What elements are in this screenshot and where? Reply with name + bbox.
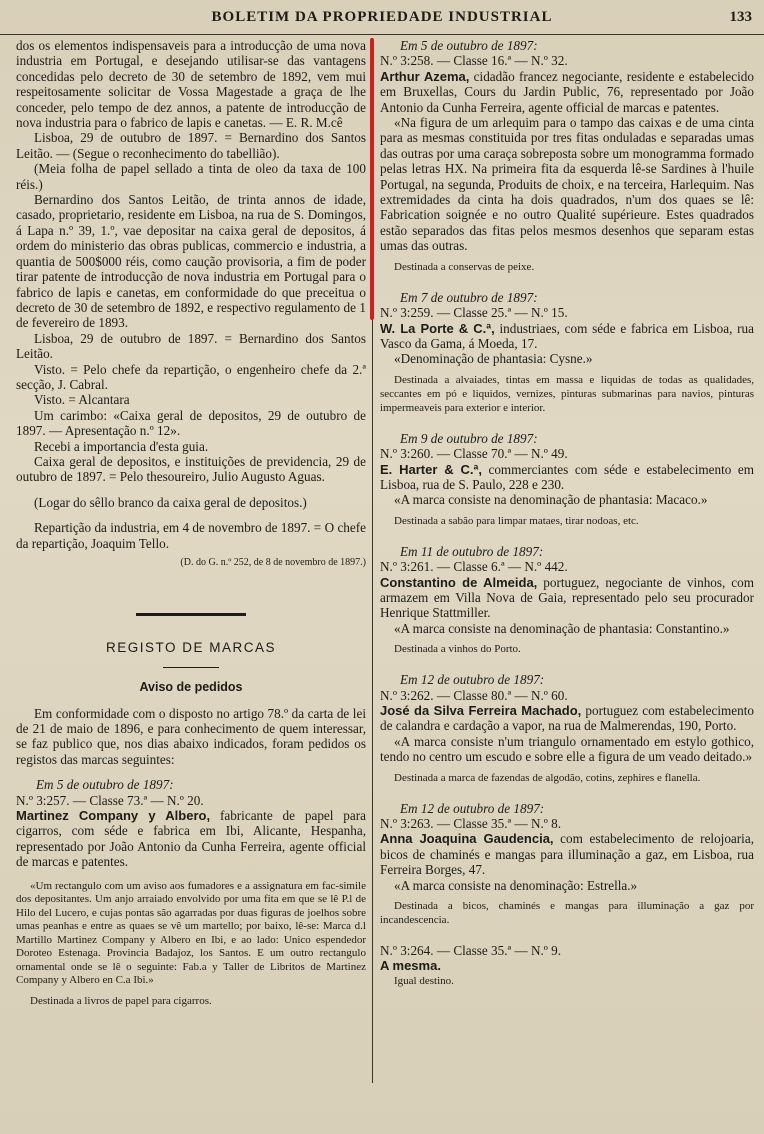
- entry-date: Em 12 de outubro de 1897:: [400, 672, 545, 688]
- left-column: [16, 38, 366, 1008]
- entry-mark-description: «A marca consiste n'um triangulo ornamentado em estylo gothico, tendo no centro um escudo e sobre elle a figura de um veado deitado.»: [380, 733, 754, 765]
- entry-applicant: [16, 808, 366, 870]
- entry-applicant: [380, 321, 754, 352]
- entry-applicant: [380, 69, 754, 115]
- entry-mark-description: «A marca consiste na denominação de phantasia: Macaco.»: [394, 492, 708, 508]
- subsection-title: Aviso de pedidos: [139, 680, 243, 695]
- entry-mark-description: «Denominação de phantasia: Cysne.»: [394, 351, 593, 367]
- entry-registration: N.º 3:258. — Classe 16.ª — N.º 32.: [380, 53, 568, 69]
- entry-destination: Destinada a bicos, chaminés e mangas para illuminação a gaz por incandescencia.: [380, 900, 754, 927]
- entry-mark-description: «Na figura de um arlequim para o tampo das caixas e de uma cinta para as mesmas constituida por tres fitas onduladas e separadas umas das outras por uma caraça sobreposta sobre um monogramma formado pelas letras HX. Na primeira fita da esquerda lê-se Sardines à l'huile Portugal, na segunda, Produits de choix, e na terceira, Harlequim. Nas extremidades da cinta ha dois quadrados, n'um dos quaes se lê: Fabrication soignée e no outro Qualité supérieure. Estes quadrados estão separados das fitas pelos mesmos desenhos que separam estas umas das outras.: [380, 115, 754, 254]
- paragraph: (Logar do sêllo branco da caixa geral de depositos.): [34, 494, 307, 510]
- applicant-description: portuguez com estabelecimento de calandra e cardação a vapor, na rua de Malmerendas, 190, Porto.: [380, 703, 754, 734]
- applicant-name: Martinez Company y Albero,: [16, 808, 211, 824]
- entry-destination: Destinada a vinhos do Porto.: [394, 643, 521, 656]
- entry-registration: N.º 3:257. — Classe 73.ª — N.º 20.: [16, 792, 204, 808]
- page-title: BOLETIM DA PROPRIEDADE INDUSTRIAL: [211, 9, 553, 25]
- entry-mark-description: «A marca consiste na denominação de phantasia: Constantino.»: [394, 620, 730, 636]
- entry-registration: N.º 3:259. — Classe 25.ª — N.º 15.: [380, 305, 568, 321]
- entry-date: Em 5 de outubro de 1897:: [36, 777, 174, 793]
- trademark-entry: [380, 801, 754, 927]
- trademark-entry: [380, 38, 754, 274]
- entry-date: Em 7 de outubro de 1897:: [400, 289, 538, 305]
- applicant-description: portuguez, negociante de vinhos, com armazem em Villa Nova de Gaia, representado pelo seu procurador Henrique Stattmiller.: [380, 574, 755, 621]
- entry-applicant: [380, 958, 754, 973]
- entry-applicant: [380, 831, 754, 877]
- paragraph: Um carimbo: «Caixa geral de depositos, 29 de outubro de 1897. — Apresentação n.º 12».: [16, 407, 366, 439]
- trademark-entry: [380, 943, 754, 988]
- entry-registration: N.º 3:263. — Classe 35.ª — N.º 8.: [380, 816, 562, 832]
- paragraph: Bernardino dos Santos Leitão, de trinta annos de idade, casado, proprietario, residente em Lisboa, na rua de S. Domingos, á Lapa n.º 39, 1.º, vae depositar na caixa geral de depositos, á ordem do ministerio das obras publicas, commercio e industria, a quantia de 500$000 réis, como caução provisoria, a fim de poder tirar patente de introducção de nova industria em Portugal para o fabrico de lapis e canetas, em conformidade do que preceitua o decreto de 30 de setembro de 1892, e respectivo regulamento de 1 de fevereiro de 1893.: [16, 192, 366, 331]
- applicant-name: José da Silva Ferreira Machado,: [380, 703, 582, 718]
- applicant-name: Anna Joaquina Gaudencia,: [380, 831, 554, 847]
- title-rule: [163, 667, 219, 668]
- paragraph: (Meia folha de papel sellado a tinta de oleo da taxa de 100 réis.): [16, 161, 366, 192]
- right-column: [380, 38, 754, 988]
- paragraph: Recebi a importancia d'esta guia.: [34, 438, 209, 454]
- entry-mark-description: «Um rectangulo com um aviso aos fumadores e a assignatura em fac-simile dos depositantes. Um anjo arraiado envolvido por uma fita em que se lê P.l de Hilo del Lucero, e cujas pontas são agarradas por duas figuras de joelhos sobre umas peanhas e entre as quaes se vê um martello; por baixo, lê-se: Marca d.l Martillo Martinez Company y Albero en Ibi, e ao lado: Unico espendedor Doroteo Estenaga. Provincia Badajoz, los Santos. E um outro rectangulo ornamental onde se lê o seguinte: Fab.a y Taller de Libritos de Martinez Company y Albero en C.a Ibi.»: [16, 879, 366, 987]
- entry-applicant: [380, 575, 754, 621]
- entry-mark-description: «A marca consiste na denominação: Estrella.»: [394, 877, 638, 893]
- applicant-description: industriaes, com séde e fabrica em Lisboa, rua Vasco da Gama, á Moeda, 17.: [380, 320, 754, 351]
- paragraph: Caixa geral de depositos, e instituições de previdencia, 29 de outubro de 1897. = Pelo thesoureiro, Julio Augusto Aguas.: [16, 453, 366, 485]
- trademark-entry: [380, 544, 754, 656]
- paragraph: Visto. = Alcantara: [34, 392, 130, 408]
- page-header: [0, 0, 764, 35]
- entry-applicant: [380, 703, 754, 734]
- paragraph: dos os elementos indispensaveis para a introducção de uma nova industria em Portugal, e desejando utilisar-se das vantagens concedidas pelo decreto de 30 de setembro de 1892, vem mui respeitosamente solicitar de Vossa Magestade a graça de lhe conceder, pelo tempo de dez annos, a patente de introducção de nova industria para o fabrico de lapis e canetas. — E. R. M.cê: [16, 38, 366, 131]
- entry-date: Em 11 de outubro de 1897:: [400, 543, 544, 559]
- applicant-name: Constantino de Almeida,: [380, 574, 538, 590]
- trademark-entry: [380, 672, 754, 784]
- page-number: 133: [729, 9, 752, 25]
- entry-date: Em 12 de outubro de 1897:: [400, 800, 545, 816]
- applicant-name: E. Harter & C.ª,: [380, 461, 482, 477]
- applicant-description: com estabelecimento de relojoaria, bicos de chaminés e mangas para illuminação a gaz, em Lisboa, rua Ferreira Borges, 47.: [380, 831, 754, 878]
- trademark-entry: [380, 290, 754, 415]
- paragraph: Visto. = Pelo chefe da repartição, o engenheiro chefe da 2.ª secção, J. Cabral.: [16, 361, 366, 392]
- ornament-divider: [16, 606, 366, 621]
- paragraph: Lisboa, 29 de outubro de 1897. = Bernardino dos Santos Leitão.: [16, 330, 366, 362]
- applicant-name: Arthur Azema,: [380, 68, 470, 84]
- paragraph: Repartição da industria, em 4 de novembro de 1897. = O chefe da repartição, Joaquim Tello.: [16, 520, 366, 551]
- applicant-description: commerciantes com séde e estabelecimento em Lisboa, rua de S. Paulo, 228 e 230.: [380, 461, 754, 492]
- applicant-name: A mesma.: [380, 958, 441, 974]
- entry-destination: Igual destino.: [394, 974, 454, 987]
- intro-paragraph: Em conformidade com o disposto no artigo 78.º da carta de lei de 21 de maio de 1896, e para conhecimento de quem interessar, se faz publico que, nos dias abaixo indicados, foram pedidos os registos das marcas seguintes:: [16, 705, 366, 767]
- red-margin-mark: [370, 38, 374, 320]
- entry-date: Em 9 de outubro de 1897:: [400, 430, 538, 446]
- entry-destination: Destinada a sabão para limpar mataes, tirar nodoas, etc.: [394, 514, 639, 527]
- applicant-description: cidadão francez negociante, residente e estabelecido em Bruxellas, Cours du Jardin Public, 76, representado por João Antonio da Cunha Ferreira, agente official de marcas e patentes.: [380, 68, 754, 115]
- entry-registration: N.º 3:264. — Classe 35.ª — N.º 9.: [380, 943, 562, 959]
- entry-applicant: [380, 462, 754, 493]
- trademark-entry: [380, 431, 754, 528]
- paragraph: Lisboa, 29 de outubro de 1897. = Bernardino dos Santos Leitão. — (Segue o reconhecimento do tabellião).: [16, 130, 366, 161]
- entry-destination: Destinada a conservas de peixe.: [394, 260, 535, 273]
- applicant-name: W. La Porte & C.ª,: [380, 320, 495, 336]
- source-citation: (D. do G. n.º 252, de 8 de novembro de 1897.): [180, 557, 366, 568]
- entry-destination: Destinada a alvaiades, tintas em massa e liquidas de todas as qualidades, seccantes em pó e liquidos, vernizes, pinturas submarinas para navios, pinturas impermeaveis para exterior e interior.: [380, 373, 754, 414]
- entry-registration: N.º 3:262. — Classe 80.ª — N.º 60.: [380, 687, 568, 703]
- entry-registration: N.º 3:260. — Classe 70.ª — N.º 49.: [380, 446, 568, 462]
- entry-destination: Destinada a marca de fazendas de algodão, cotins, zephires e flanella.: [394, 771, 701, 784]
- entry-registration: N.º 3:261. — Classe 6.ª — N.º 442.: [380, 559, 568, 575]
- entry-date: Em 5 de outubro de 1897:: [400, 38, 538, 53]
- section-title: REGISTO DE MARCAS: [105, 639, 277, 655]
- applicant-description: fabricante de papel para cigarros, com séde e fabrica em Ibi, Alicante, Hespanha, representado por João Antonio da Cunha Ferreira, agente official de marcas e patentes.: [16, 808, 366, 870]
- entry-destination: Destinada a livros de papel para cigarros.: [30, 994, 212, 1007]
